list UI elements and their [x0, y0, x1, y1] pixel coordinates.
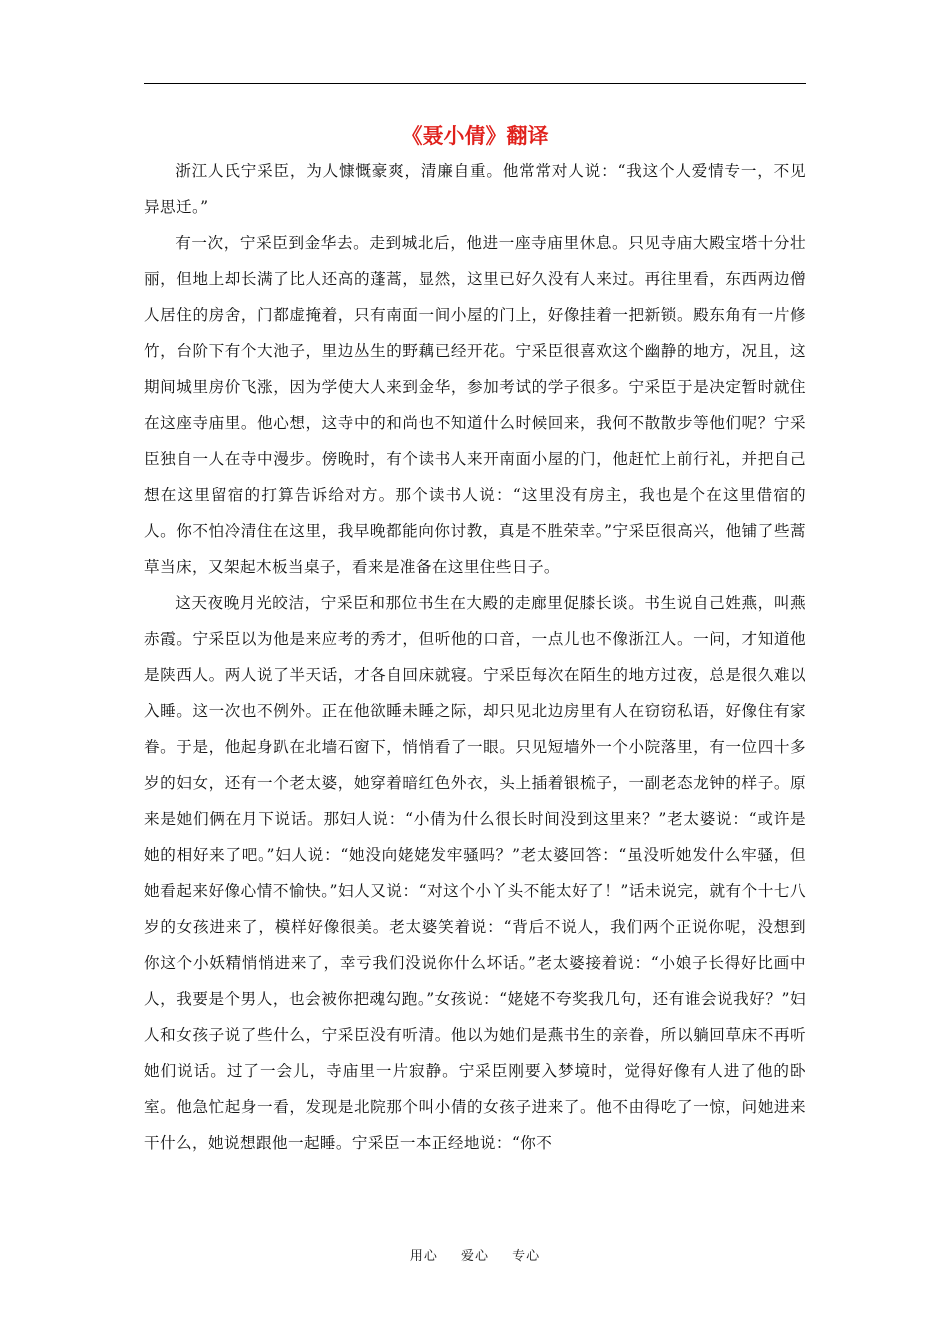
page-footer: [144, 1244, 806, 1270]
paragraph-3: 这天夜晚月光皎洁，宁采臣和那位书生在大殿的走廊里促膝长谈。书生说自己姓燕，叫燕赤霞。宁采臣以为他是来应考的秀才，但听他的口音，一点儿也不像浙江人。一问，才知道他是陕西人。两人说了半天话，才各自回床就寝。宁采臣每次在陌生的地方过夜，总是很久难以入睡。这一次也不例外。正在他欲睡未睡之际，却只见北边房里有人在窃窃私语，好像住有家眷。于是，他起身趴在北墙石窗下，悄悄看了一眼。只见短墙外一个小院落里，有一位四十多岁的妇女，还有一个老太婆，她穿着暗红色外衣，头上插着银梳子，一副老态龙钟的样子。原来是她们俩在月下说话。那妇人说：“小倩为什么很长时间没到这里来？”老太婆说：“或许是她的相好来了吧。”妇人说：“她没向姥姥发牢骚吗？”老太婆回答：“虽没听她发什么牢骚，但她看起来好像心情不愉快。”妇人又说：“对这个小丫头不能太好了！”话未说完，就有个十七八岁的女孩进来了，模样好像很美。老太婆笑着说：“背后不说人，我们两个正说你呢，没想到你这个小妖精悄悄进来了，幸亏我们没说你什么坏话。”老太婆接着说：“小娘子长得好比画中人，我要是个男人，也会被你把魂勾跑。”女孩说：“姥姥不夸奖我几句，还有谁会说我好？”妇人和女孩子说了些什么，宁采臣没有听清。他以为她们是燕书生的亲眷，所以躺回草床不再听她们说话。过了一会儿，寺庙里一片寂静。宁采臣刚要入梦境时，觉得好像有人进了他的卧室。他急忙起身一看，发现是北院那个叫小倩的女孩子进来了。他不由得吃了一惊，问她进来干什么，她说想跟他一起睡。宁采臣一本正经地说：“你不: [144, 594, 806, 1152]
footer-item-2: 爱心: [460, 1249, 489, 1264]
document-body: [144, 153, 806, 1161]
paragraph-2: 有一次，宁采臣到金华去。走到城北后，他进一座寺庙里休息。只见寺庙大殿宝塔十分壮丽，但地上却长满了比人还高的蓬蒿，显然，这里已好久没有人来过。再往里看，东西两边僧人居住的房舍，门都虚掩着，只有南面一间小屋的门上，好像挂着一把新锁。殿东角有一片修竹，台阶下有个大池子，里边丛生的野藕已经开花。宁采臣很喜欢这个幽静的地方，况且，这期间城里房价飞涨，因为学使大人来到金华，参加考试的学子很多。宁采臣于是决定暂时就住在这座寺庙里。他心想，这寺中的和尚也不知道什么时候回来，我何不散散步等他们呢？宁采臣独自一人在寺中漫步。傍晚时，有个读书人来开南面小屋的门，他赶忙上前行礼，并把自己想在这里留宿的打算告诉给对方。那个读书人说：“这里没有房主，我也是个在这里借宿的人。你不怕冷清住在这里，我早晚都能向你讨教，真是不胜荣幸。”宁采臣很高兴，他铺了些蒿草当床，又架起木板当桌子，看来是准备在这里住些日子。: [144, 234, 806, 576]
document-title: 《聂小倩》翻译: [401, 123, 549, 148]
paragraph-1: 浙江人氏宁采臣，为人慷慨豪爽，清廉自重。他常常对人说：“我这个人爱情专一，不见异思迁。”: [144, 162, 806, 216]
header-rule: [144, 83, 806, 84]
footer-item-1: 用心: [409, 1249, 438, 1264]
footer-item-3: 专心: [512, 1249, 541, 1264]
